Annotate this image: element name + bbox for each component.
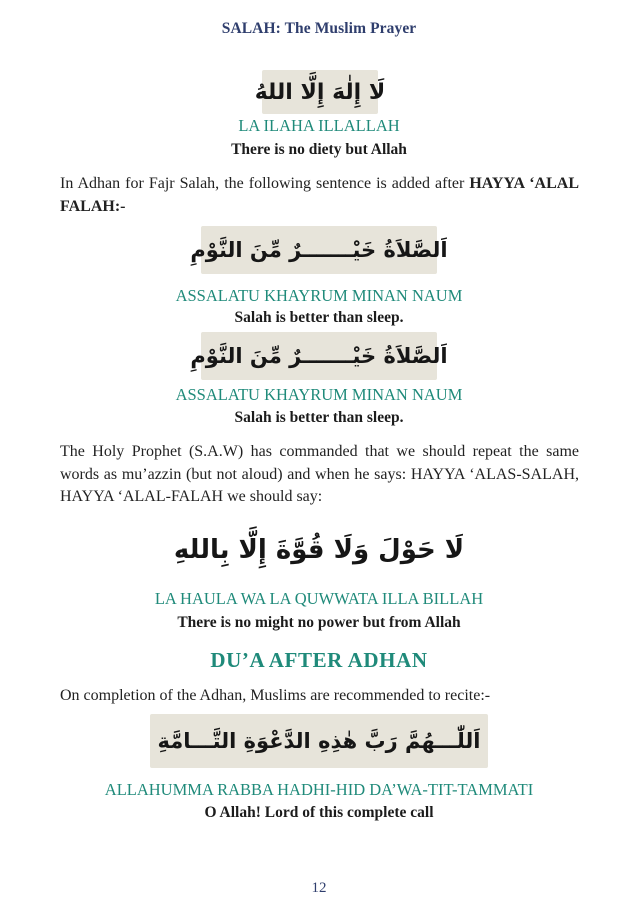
page-number: 12 <box>311 880 327 896</box>
arabic-calligraphy-assalatu-2: اَلصَّلاَةُ خَيْـــــــرٌ مِّنَ النَّوْمِ <box>201 332 437 380</box>
translation-la-haula: There is no might no power but from Allah <box>177 614 461 631</box>
arabic-calligraphy-assalatu-1: اَلصَّلاَةُ خَيْـــــــرٌ مِّنَ النَّوْمِ <box>201 226 437 274</box>
paragraph-fajr-note <box>60 173 579 218</box>
translation-assalatu-2: Salah is better than sleep. <box>234 409 404 426</box>
paragraph-prophet-command: The Holy Prophet (S.A.W) has commanded that we should repeat the same words as mu’azzin (but not aloud) and when he says: HAYYA ‘ALAS-SALAH, HAYYA ‘ALAL-FALAH we should say: <box>60 443 579 505</box>
arabic-calligraphy-la-haula: لَا حَوْلَ وَلَا قُوَّةَ إِلَّا بِاللهِ <box>173 535 465 565</box>
paragraph-fajr-bold: HAYYA ‘ALAL FALAH:- <box>60 175 580 215</box>
section-heading-dua-after-adhan: DU’A AFTER ADHAN <box>210 648 428 672</box>
running-header: SALAH: The Muslim Prayer <box>221 20 417 37</box>
paragraph-fajr-text: In Adhan for Fajr Salah, the following sentence is added after <box>60 175 470 192</box>
transliteration-la-haula: LA HAULA WA LA QUWWATA ILLA BILLAH <box>154 589 484 608</box>
arabic-calligraphy-allahumma: اَللّٰـــهُمَّ رَبَّ هٰذِهِ الدَّعْوَةِ التَّـــامَّةِ <box>150 714 488 768</box>
paragraph-completion: On completion of the Adhan, Muslims are recommended to recite:- <box>60 687 491 704</box>
translation-la-ilaha: There is no diety but Allah <box>231 141 407 158</box>
transliteration-la-ilaha: LA ILAHA ILLALLAH <box>238 116 400 135</box>
translation-assalatu-1: Salah is better than sleep. <box>234 309 404 326</box>
transliteration-assalatu-2: ASSALATU KHAYRUM MINAN NAUM <box>175 385 463 404</box>
transliteration-assalatu-1: ASSALATU KHAYRUM MINAN NAUM <box>175 286 463 305</box>
transliteration-allahumma: ALLAHUMMA RABBA HADHI-HID DA’WA-TIT-TAMMATI <box>104 780 534 799</box>
arabic-calligraphy-la-ilaha: لَا إِلٰهَ إِلَّا اللهُ <box>262 70 378 114</box>
translation-allahumma: O Allah! Lord of this complete call <box>204 804 434 821</box>
